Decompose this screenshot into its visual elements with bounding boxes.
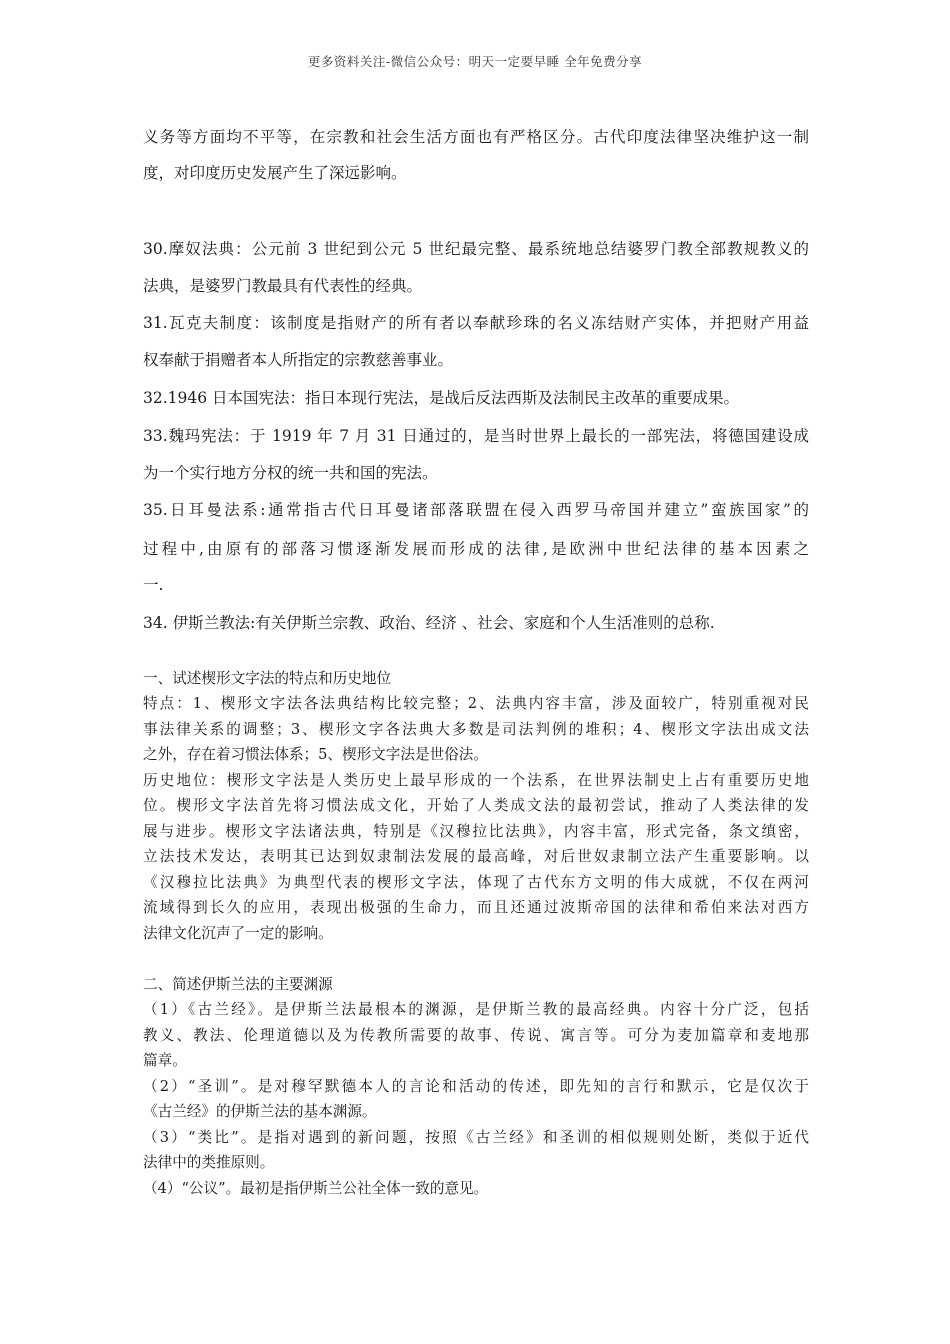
paragraph-line: 度，对印度历史发展产生了深远影响。	[143, 164, 407, 182]
paragraph-line: 之外，存在着习惯法体系；5、楔形文字法是世俗法。	[143, 746, 488, 763]
paragraph-line: 《古兰经》的伊斯兰法的基本渊源。	[143, 1103, 377, 1120]
section-heading: 一、试述楔形文字法的特点和历史地位	[143, 670, 392, 687]
paragraph-line: 事法律关系的调整；3、楔形文字各法典大多数是司法判例的堆积；4、楔形文字法出成文法	[143, 721, 809, 738]
paragraph-line: 立法技术发达，表明其已达到奴隶制法发展的最高峰，对后世奴隶制立法产生重要影响。以	[143, 848, 809, 865]
paragraph-line: 30.摩奴法典：公元前 3 世纪到公元 5 世纪最完整、最系统地总结婆罗门教全部教规教义的	[143, 240, 809, 258]
paragraph-line: 34. 伊斯兰教法:有关伊斯兰宗教、政治、经济 、社会、家庭和个人生活准则的总称.	[143, 614, 715, 632]
paragraph-line: （2）“圣训”。是对穆罕默德本人的言论和活动的传述，即先知的言行和默示，它是仅次于	[143, 1078, 809, 1095]
paragraph-line: 法典，是婆罗门教最具有代表性的经典。	[143, 277, 423, 295]
paragraph-line: 篇章。	[143, 1052, 187, 1069]
paragraph-line: 权奉献于捐赠者本人所指定的宗教慈善事业。	[143, 351, 454, 369]
paragraph-line: 过程中,由原有的部落习惯逐渐发展而形成的法律,是欧洲中世纪法律的基本因素之	[143, 540, 809, 558]
paragraph-line: 法律文化沉声了一定的影响。	[143, 925, 333, 942]
paragraph-line: 特点：1、楔形文字法各法典结构比较完整；2、法典内容丰富，涉及面较广，特别重视对民	[143, 695, 809, 712]
paragraph-line: 31.瓦克夫制度：该制度是指财产的所有者以奉献珍珠的名义冻结财产实体，并把财产用益	[143, 314, 809, 332]
paragraph-line: （4）“公议”。最初是指伊斯兰公社全体一致的意见。	[143, 1180, 489, 1197]
paragraph-line: 《汉穆拉比法典》为典型代表的楔形文字法，体现了古代东方文明的伟大成就，不仅在两河	[143, 874, 809, 891]
paragraph-line: 教义、教法、伦理道德以及为传教所需要的故事、传说、寓言等。可分为麦加篇章和麦地那	[143, 1027, 809, 1044]
paragraph-line: 流域得到长久的应用，表现出极强的生命力，而且还通过波斯帝国的法律和希伯来法对西方	[143, 899, 809, 916]
page-header: 更多资料关注-微信公众号：明天一定要早睡 全年免费分享	[307, 54, 643, 69]
paragraph-line: 展与进步。楔形文字法诸法典，特别是《汉穆拉比法典》，内容丰富，形式完备，条文缜密，	[143, 823, 809, 840]
paragraph-line: 33.魏玛宪法：于 1919 年 7 月 31 日通过的，是当时世界上最长的一部宪法，将德国建设成	[143, 427, 809, 445]
section-heading: 二、简述伊斯兰法的主要渊源	[143, 976, 333, 993]
paragraph-line: 位。楔形文字法首先将习惯法成文化，开始了人类成文法的最初尝试，推动了人类法律的发	[143, 797, 809, 814]
paragraph-line: 35.日耳曼法系:通常指古代日耳曼诸部落联盟在侵入西罗马帝国并建立”蛮族国家”的	[143, 501, 809, 519]
paragraph-line: （1）《古兰经》。是伊斯兰法最根本的渊源，是伊斯兰教的最高经典。内容十分广泛，包括	[143, 1001, 809, 1018]
paragraph-line: 义务等方面均不平等，在宗教和社会生活方面也有严格区分。古代印度法律坚决维护这一制	[143, 128, 809, 146]
paragraph-line: 法律中的类推原则。	[143, 1154, 275, 1171]
paragraph-line: （3）“类比”。是指对遇到的新问题，按照《古兰经》和圣训的相似规则处断，类似于近代	[143, 1129, 809, 1146]
paragraph-line: 一.	[143, 576, 164, 594]
paragraph-line: 为一个实行地方分权的统一共和国的宪法。	[143, 464, 438, 482]
paragraph-line: 32.1946 日本国宪法：指日本现行宪法，是战后反法西斯及法制民主改革的重要成果。	[143, 389, 740, 407]
paragraph-line: 历史地位：楔形文字法是人类历史上最早形成的一个法系，在世界法制史上占有重要历史地	[143, 772, 809, 789]
